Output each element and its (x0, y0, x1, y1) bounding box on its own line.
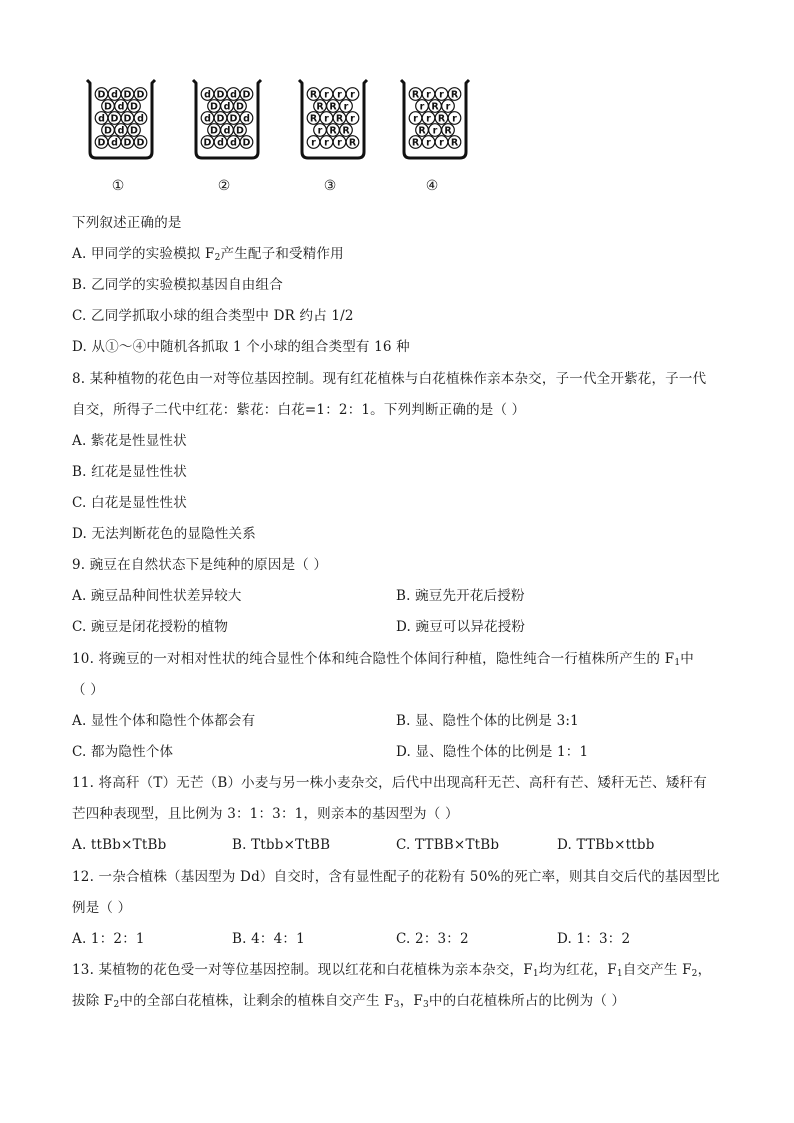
ball-letter: R (348, 137, 357, 149)
q10-stem-tail: 中 (680, 651, 694, 667)
ball-letter: r (426, 89, 431, 101)
ball-letter: r (432, 125, 438, 137)
q9-option-a: A. 豌豆品种间性状差异较大 (72, 588, 242, 604)
ball-letter: d (204, 89, 211, 101)
beaker-2-drawing (186, 74, 266, 164)
ball-letter: R (450, 137, 459, 149)
q13-sub-6: 3 (422, 1000, 429, 1010)
ball-letter: r (426, 113, 431, 125)
q13-sub-1: 1 (532, 969, 539, 979)
q11-option-d: D. TTBb×ttbb (557, 837, 655, 853)
q8-stem-line2: 自交，所得子二代中红花：紫花：白花=1：2：1。下列判断正确的是（ ） (72, 402, 526, 418)
ball-letter: D (236, 125, 244, 137)
ball-letter: R (411, 89, 420, 101)
ball-letter: R (437, 113, 446, 125)
ball-letter: D (242, 89, 251, 101)
q10-stem-line1 (72, 649, 694, 673)
ball-letter: r (324, 89, 329, 101)
q7-option-d: D. 从①～④中随机各抓取 1 个小球的组合类型有 16 种 (72, 339, 410, 355)
ball-letter: D (130, 101, 138, 113)
ball-letter: R (329, 125, 337, 137)
q12-option-d: D. 1：3：2 (557, 931, 631, 947)
ball-letter: R (342, 125, 350, 137)
ball-letter: R (431, 101, 439, 113)
ball-letter: D (123, 137, 132, 149)
q13-sub-4: 2 (113, 1000, 120, 1010)
ball-letter: r (413, 113, 418, 125)
ball-letter: D (97, 89, 106, 101)
q7-option-b: B. 乙同学的实验模拟基因自由组合 (72, 277, 283, 293)
ball-letter: R (418, 125, 426, 137)
ball-letter: r (324, 137, 329, 149)
q10-stem-sub: 1 (674, 658, 681, 668)
q9-stem: 9. 豌豆在自然状态下是纯种的原因是（ ） (72, 557, 328, 573)
ball-letter: d (111, 137, 118, 149)
q13-text-7: ，F (399, 993, 423, 1009)
ball-letter: d (230, 89, 237, 101)
ball-letter: R (450, 89, 459, 101)
ball-letter: D (216, 113, 225, 125)
ball-letter: r (311, 137, 316, 149)
q12-option-b: B. 4：4：1 (232, 931, 305, 947)
ball-letter: r (343, 101, 349, 113)
q13-text-6: 中的全部白花植株，让剩余的植株自交产生 F (119, 993, 394, 1009)
ball-letter: r (426, 137, 431, 149)
ball-letter: d (217, 137, 224, 149)
q13-text-1: 13. 某植物的花色受一对等位基因控制。现以红花和白花植株为亲本杂交，F (72, 962, 533, 978)
q12-stem-line1: 12. 一杂合植株（基因型为 Dd）自交时，含有显性配子的花粉有 50%的死亡率，则其自交后代的基因型比 (72, 869, 720, 885)
q12-option-c: C. 2：3：2 (396, 931, 469, 947)
ball-letter: r (350, 113, 355, 125)
ball-letter: D (242, 137, 251, 149)
ball-letter: D (216, 89, 225, 101)
ball-letter: d (117, 101, 125, 113)
q10-stem-text: 10. 将豌豆的一对相对性状的纯合显性个体和纯合隐性个体间行种植，隐性纯合一行植株所产生的 F (72, 651, 675, 667)
ball-letter: d (223, 101, 231, 113)
q8-option-a: A. 紫花是性显性状 (72, 433, 187, 449)
ball-letter: r (324, 113, 329, 125)
ball-letter: d (117, 125, 125, 137)
q7-option-a (72, 244, 344, 268)
ball-letter: d (230, 137, 237, 149)
q13-stem-line1 (72, 960, 711, 984)
ball-letter: r (337, 89, 342, 101)
ball-letter: R (411, 137, 420, 149)
ball-letter: D (236, 101, 244, 113)
q11-stem-line2: 芒四种表现型，且比例为 3：1：3：1，则亲本的基因型为（ ） (72, 806, 459, 822)
beaker-2-label: ② (217, 178, 231, 194)
q13-sub-3: 2 (691, 969, 698, 979)
q9-option-c: C. 豌豆是闭花授粉的植物 (72, 619, 229, 635)
ball-letter: D (130, 125, 138, 137)
ball-letter: r (452, 113, 457, 125)
ball-letter: D (110, 113, 119, 125)
q11-option-a: A. ttBb×TtBb (72, 837, 167, 853)
beaker-figure (80, 74, 480, 204)
beaker-4-drawing (394, 74, 474, 164)
q13-text-2: 均为红花，F (538, 962, 617, 978)
beaker-3 (292, 74, 372, 164)
q7-option-a-tail: 产生配子和受精作用 (220, 246, 344, 262)
ball-letter: r (419, 101, 425, 113)
q12-option-a: A. 1：2：1 (72, 931, 145, 947)
ball-letter: R (316, 101, 324, 113)
q7-stem: 下列叙述正确的是 (72, 215, 182, 231)
ball-letter: r (317, 125, 323, 137)
ball-letter: D (136, 89, 145, 101)
ball-letter: D (210, 101, 218, 113)
q10-option-a: A. 显性个体和隐性个体都会有 (72, 713, 256, 729)
q13-text-4: ， (697, 962, 712, 978)
ball-letter: D (104, 101, 112, 113)
ball-letter: D (97, 137, 106, 149)
q9-option-d: D. 豌豆可以异花授粉 (396, 619, 526, 635)
ball-letter: R (335, 113, 344, 125)
beaker-4-label: ④ (425, 178, 439, 194)
ball-letter: D (136, 137, 145, 149)
ball-letter: d (223, 125, 231, 137)
ball-letter: d (204, 113, 211, 125)
ball-letter: D (210, 125, 218, 137)
ball-letter: d (111, 89, 118, 101)
ball-letter: d (137, 113, 144, 125)
q11-stem-line1: 11. 将高秆（T）无芒（B）小麦与另一株小麦杂交，后代中出现高秆无芒、高秆有芒、矮秆无芒、矮秆有 (72, 775, 707, 791)
q13-text-5: 拔除 F (72, 993, 114, 1009)
q8-option-d: D. 无法判断花色的显隐性关系 (72, 526, 256, 542)
beaker-1 (80, 74, 160, 164)
q8-option-b: B. 红花是显性性状 (72, 464, 188, 480)
q13-sub-5: 3 (393, 1000, 400, 1010)
ball-letter: r (439, 89, 444, 101)
beaker-1-label: ① (111, 178, 125, 194)
q10-option-c: C. 都为隐性个体 (72, 744, 174, 760)
q11-option-c: C. TTBB×TtBb (396, 837, 500, 853)
ball-letter: r (337, 137, 342, 149)
q10-option-d: D. 显、隐性个体的比例是 1：1 (396, 744, 589, 760)
ball-letter: r (350, 89, 355, 101)
q8-stem-line1: 8. 某种植物的花色由一对等位基因控制。现有红花植株与白花植株作亲本杂交，子一代全开紫花，子一代 (72, 371, 707, 387)
beaker-2 (186, 74, 266, 164)
q9-option-b: B. 豌豆先开花后授粉 (396, 588, 525, 604)
ball-letter: D (229, 113, 238, 125)
ball-letter: R (444, 125, 452, 137)
q7-option-c: C. 乙同学抓取小球的组合类型中 DR 约占 1/2 (72, 308, 354, 324)
ball-letter: D (104, 125, 112, 137)
q11-option-b: B. Ttbb×TtBB (232, 837, 331, 853)
ball-letter: D (123, 113, 132, 125)
q12-stem-line2: 例是（ ） (72, 900, 132, 916)
q10-stem-line2: （ ） (72, 682, 104, 698)
q13-sub-2: 1 (616, 969, 623, 979)
q10-option-b: B. 显、隐性个体的比例是 3:1 (396, 713, 579, 729)
q13-text-3: 自交产生 F (622, 962, 692, 978)
beaker-1-drawing (80, 74, 160, 164)
q13-stem-line2 (72, 991, 625, 1015)
ball-letter: D (203, 137, 212, 149)
q7-option-a-text: A. 甲同学的实验模拟 F (72, 246, 215, 262)
beaker-3-label: ③ (323, 178, 337, 194)
ball-letter: r (439, 137, 444, 149)
ball-letter: r (445, 101, 451, 113)
ball-letter: d (243, 113, 250, 125)
q8-option-c: C. 白花是显性性状 (72, 495, 187, 511)
beaker-3-drawing (292, 74, 372, 164)
q7-option-a-sub: 2 (214, 253, 221, 263)
ball-letter: R (329, 101, 337, 113)
beaker-4 (394, 74, 474, 164)
ball-letter: R (309, 113, 318, 125)
q13-text-8: 中的白花植株所占的比例为（ ） (428, 993, 626, 1009)
ball-letter: d (98, 113, 105, 125)
ball-letter: D (123, 89, 132, 101)
ball-letter: R (309, 89, 318, 101)
